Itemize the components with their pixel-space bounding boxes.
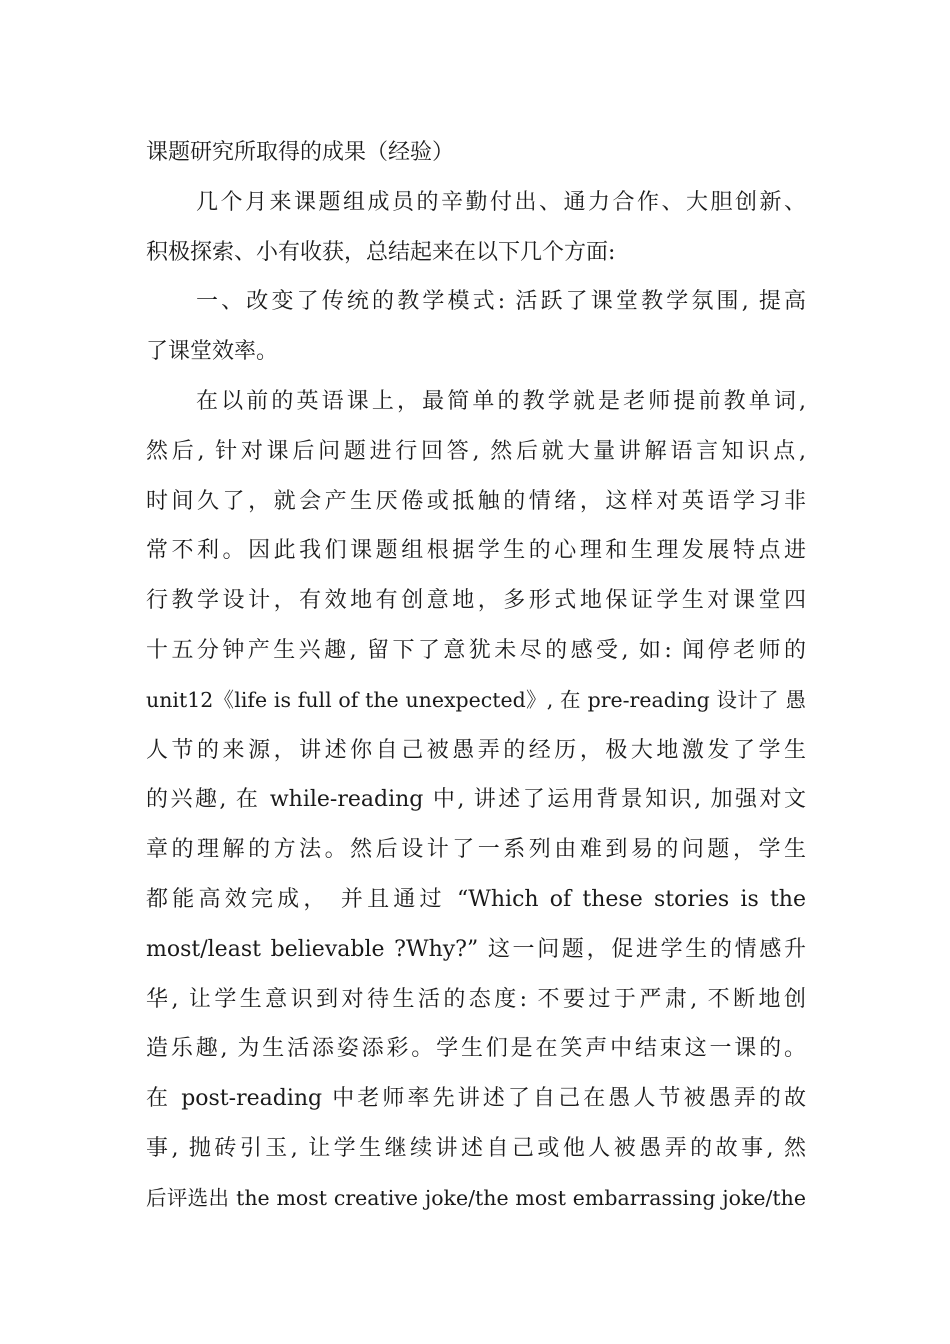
- paragraph-body-line: 人节的来源，讲述你自己被愚弄的经历，极大地激发了学生: [146, 737, 806, 763]
- paragraph-body-line: unit12《life is full of the unexpected》, 在 pre-reading 设计了 愚: [146, 687, 806, 712]
- paragraph-intro-line-1: 几个月来课题组成员的辛勤付出、通力合作、大胆创新、: [196, 189, 806, 215]
- paragraph-body-line: 然后, 针对课后问题进行回答, 然后就大量讲解语言知识点,: [146, 438, 806, 464]
- paragraph-body-line: 都能高效完成， 并且通过 “Which of these stories is the: [146, 886, 806, 912]
- paragraph-body-line: 行教学设计，有效地有创意地，多形式地保证学生对课堂四: [146, 588, 806, 614]
- point-one-title-line-1: 一、改变了传统的教学模式: 活跃了课堂教学氛围, 提高: [196, 289, 806, 315]
- paragraph-body-line: 常不利。因此我们课题组根据学生的心理和生理发展特点进: [146, 538, 806, 564]
- paragraph-body-line: 十五分钟产生兴趣, 留下了意犹未尽的感受, 如: 闻停老师的: [146, 637, 806, 663]
- paragraph-body-line: 时间久了，就会产生厌倦或抵触的情绪，这样对英语学习非: [146, 488, 806, 514]
- paragraph-body-line: 造乐趣, 为生活添姿添彩。学生们是在笑声中结束这一课的。: [146, 1036, 806, 1062]
- point-one-title-line-2: 了课堂效率。: [146, 339, 279, 365]
- paragraph-body-line: 后评选出 the most creative joke/the most embarrassing joke/the: [146, 1185, 806, 1210]
- paragraph-body-line: 的兴趣, 在 while-reading 中, 讲述了运用背景知识, 加强对文: [146, 787, 806, 813]
- paragraph-body-line: 华, 让学生意识到对待生活的态度: 不要过于严肃, 不断地创: [146, 986, 806, 1012]
- paragraph-body-line: 章的理解的方法。然后设计了一系列由难到易的问题，学生: [146, 837, 806, 863]
- paragraph-intro-line-2: 积极探索、小有收获，总结起来在以下几个方面:: [146, 239, 616, 265]
- paragraph-body-line: most/least believable ?Why?” 这一问题，促进学生的情感升: [146, 936, 806, 962]
- document-body: [146, 128, 806, 1224]
- paragraph-body-line: 在 post-reading 中老师率先讲述了自己在愚人节被愚弄的故: [146, 1086, 806, 1112]
- section-heading: 课题研究所取得的成果（经验）: [146, 140, 455, 165]
- paragraph-body-line: 事, 抛砖引玉, 让学生继续讲述自己或他人被愚弄的故事, 然: [146, 1135, 806, 1161]
- paragraph-body-line: 在以前的英语课上，最简单的教学就是老师提前教单词,: [196, 388, 806, 414]
